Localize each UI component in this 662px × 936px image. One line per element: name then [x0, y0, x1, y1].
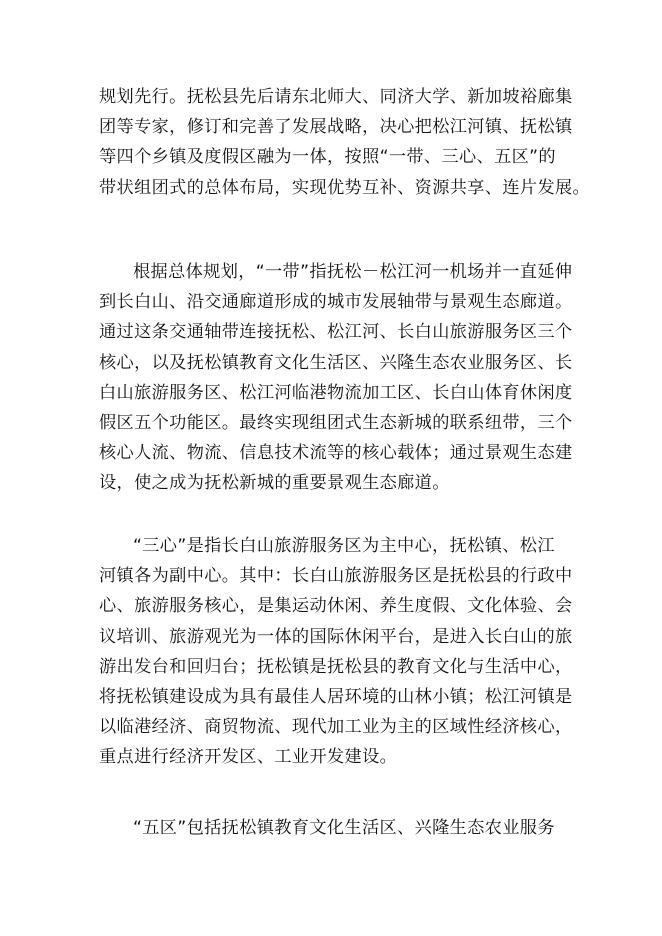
paragraph-three-centers: [99, 531, 573, 773]
text-line: 团等专家，修订和完善了发展战略，决心把松江河镇、抚松镇: [99, 117, 573, 138]
paragraph-planning-first: [99, 82, 591, 203]
text-line: 核心人流、物流、信息技术流等的核心载体；通过景观生态建: [99, 443, 573, 464]
text-line: 将抚松镇建设成为具有最佳人居环境的山林小镇；松江河镇是: [99, 686, 573, 707]
text-line: 心、旅游服务核心，是集运动休闲、养生度假、文化体验、会: [99, 596, 573, 617]
text-line: 带状组团式的总体布局，实现优势互补、资源共享、连片发展。: [99, 177, 591, 198]
text-line: 游出发台和回归台；抚松镇是抚松县的教育文化与生活中心，: [99, 656, 573, 677]
text-line: “三心”是指长白山旅游服务区为主中心，抚松镇、松江: [133, 536, 555, 556]
text-line: 规划先行。抚松县先后请东北师大、同济大学、新加坡裕廊集: [99, 87, 573, 107]
text-line: 议培训、旅游观光为一体的国际休闲平台，是进入长白山的旅: [99, 626, 573, 647]
text-line: 河镇各为副中心。其中：长白山旅游服务区是抚松县的行政中: [99, 566, 573, 587]
text-line: 重点进行经济开发区、工业开发建设。: [99, 747, 398, 768]
text-line: 通过这条交通轴带连接抚松、松江河、长白山旅游服务区三个: [99, 322, 573, 343]
text-line: 根据总体规划，“一带”指抚松－松江河一机场并一直延伸: [133, 262, 573, 282]
paragraph-five-zones: [99, 813, 561, 843]
text-line: 白山旅游服务区、松江河临港物流加工区、长白山体育休闲度: [99, 382, 573, 403]
text-line: 核心，以及抚松镇教育文化生活区、兴隆生态农业服务区、长: [99, 352, 573, 373]
text-line: 假区五个功能区。最终实现组团式生态新城的联系纽带，三个: [99, 412, 573, 433]
text-line: “五区”包括抚松镇教育文化生活区、兴隆生态农业服务: [133, 818, 555, 838]
paragraph-one-belt: [99, 257, 573, 499]
text-line: 等四个乡镇及度假区融为一体，按照“一带、三心、五区”的: [99, 147, 556, 168]
text-line: 以临港经济、商贸物流、现代加工业为主的区域性经济核心，: [99, 717, 573, 738]
text-line: 到长白山、沿交通廊道形成的城市发展轴带与景观生态廊道。: [99, 292, 573, 313]
text-line: 设，使之成为抚松新城的重要景观生态廊道。: [99, 473, 450, 494]
